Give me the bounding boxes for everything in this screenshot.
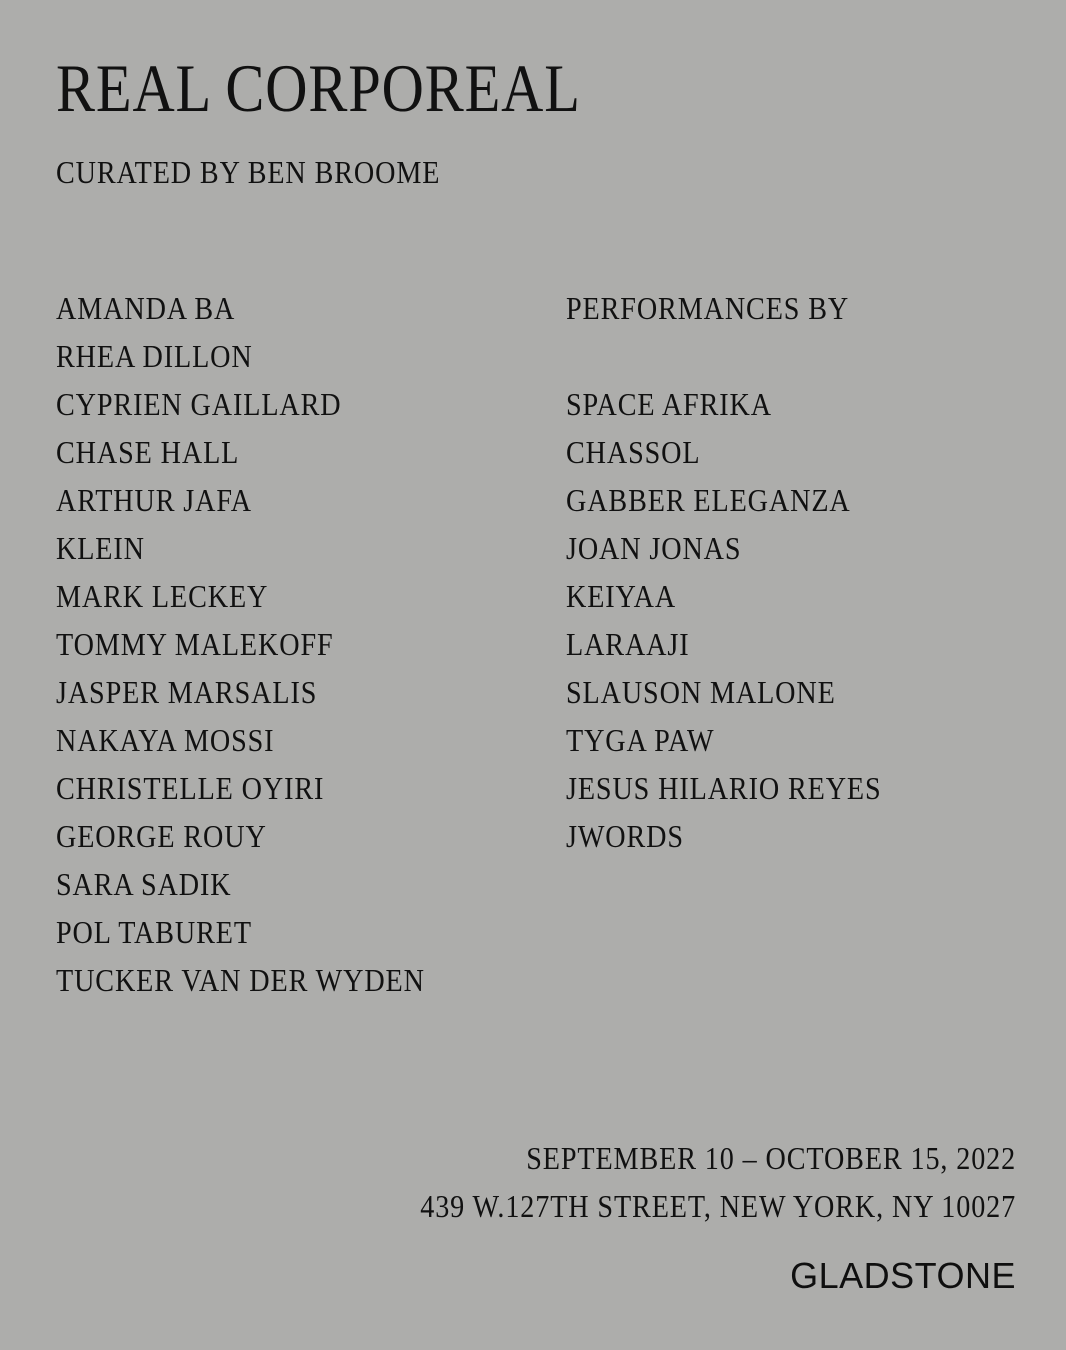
list-item: AMANDA BA [56,290,236,326]
list-item: TOMMY MALEKOFF [56,626,334,662]
list-item: SARA SADIK [56,866,232,902]
performances-heading: PERFORMANCES BY [566,290,850,326]
exhibition-title: REAL CORPOREAL [56,50,581,126]
list-item: LARAAJI [566,626,690,662]
list-item: CYPRIEN GAILLARD [56,386,342,422]
performer-list [566,284,925,860]
list-item: CHRISTELLE OYIRI [56,770,325,806]
list-item: JOAN JONAS [566,530,742,566]
list-item: KEIYAA [566,578,677,614]
exhibition-details [339,1134,1016,1230]
list-item: TYGA PAW [566,722,715,758]
curator-line: CURATED BY BEN BROOME [56,154,441,190]
list-item: MARK LECKEY [56,578,269,614]
list-item: JASPER MARSALIS [56,674,318,710]
list-item: JESUS HILARIO REYES [566,770,882,806]
list-item: TUCKER VAN DER WYDEN [56,962,425,998]
list-item: CHASSOL [566,434,701,470]
list-item: JWORDS [566,818,684,854]
list-item: RHEA DILLON [56,338,253,374]
gallery-logo: GLADSTONE [790,1255,1016,1296]
list-item: SPACE AFRIKA [566,386,772,422]
list-item: KLEIN [56,530,145,566]
gallery-address: 439 W.127TH STREET, NEW YORK, NY 10027 [420,1188,1016,1224]
artist-list [56,284,475,1004]
list-item: CHASE HALL [56,434,240,470]
list-item: ARTHUR JAFA [56,482,253,518]
list-item: GABBER ELEGANZA [566,482,851,518]
exhibition-dates: SEPTEMBER 10 – OCTOBER 15, 2022 [526,1140,1016,1176]
list-item: NAKAYA MOSSI [56,722,275,758]
list-item: GEORGE ROUY [56,818,267,854]
list-item: POL TABURET [56,914,252,950]
list-item: SLAUSON MALONE [566,674,836,710]
